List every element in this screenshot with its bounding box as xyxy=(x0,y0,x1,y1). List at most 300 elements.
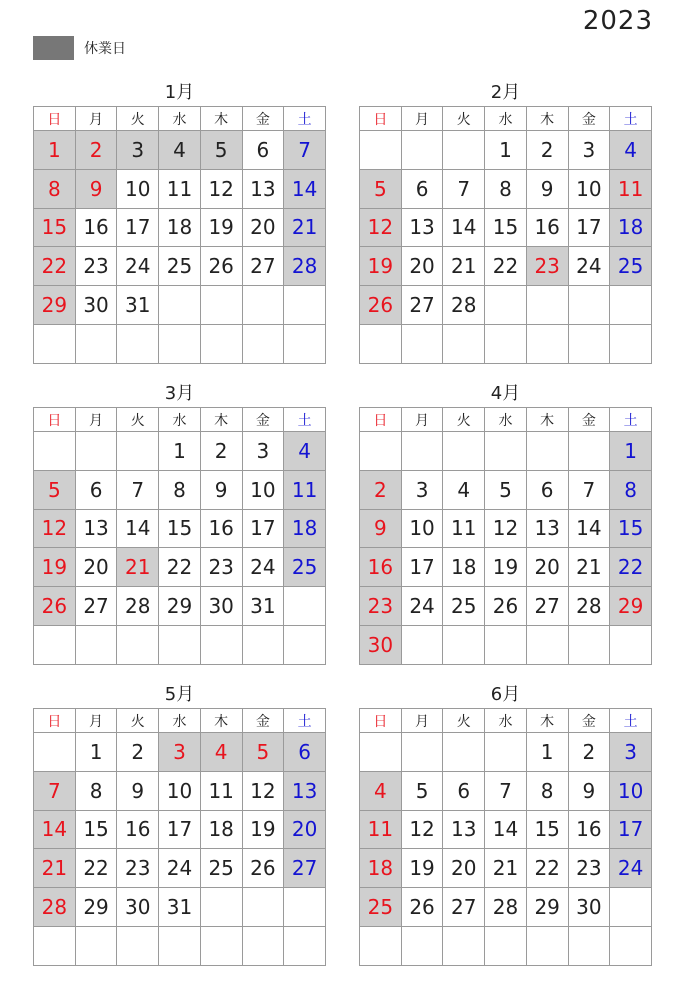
day-cell: 4 xyxy=(284,432,326,471)
weekday-header-row xyxy=(360,408,652,432)
day-cell: 16 xyxy=(117,810,159,849)
day-cell: 22 xyxy=(34,247,76,286)
day-cell: 21 xyxy=(443,247,485,286)
day-cell: 5 xyxy=(34,470,76,509)
day-cell: 24 xyxy=(242,548,284,587)
day-cell: 26 xyxy=(401,888,443,927)
weekday-header: 火 xyxy=(443,408,485,432)
weekday-header: 火 xyxy=(117,107,159,131)
week-row xyxy=(360,849,652,888)
week-row xyxy=(34,247,326,286)
empty-day-cell xyxy=(284,625,326,664)
day-cell: 14 xyxy=(443,208,485,247)
legend-label: 休業日 xyxy=(84,41,126,57)
day-cell: 23 xyxy=(117,849,159,888)
month-calendar xyxy=(359,381,652,665)
day-cell: 17 xyxy=(568,208,610,247)
day-cell: 19 xyxy=(34,548,76,587)
day-cell: 24 xyxy=(401,587,443,626)
day-cell: 22 xyxy=(159,548,201,587)
day-cell: 21 xyxy=(485,849,527,888)
weekday-header: 金 xyxy=(242,107,284,131)
weekday-header: 土 xyxy=(284,408,326,432)
empty-day-cell xyxy=(75,625,117,664)
month-title: 3月 xyxy=(164,383,195,404)
day-cell: 23 xyxy=(568,849,610,888)
day-cell: 15 xyxy=(526,810,568,849)
week-row xyxy=(360,548,652,587)
empty-day-cell xyxy=(75,432,117,471)
weekday-header-row xyxy=(360,709,652,733)
week-row xyxy=(34,810,326,849)
day-cell: 10 xyxy=(610,771,652,810)
empty-day-cell xyxy=(485,733,527,772)
month-grid xyxy=(33,407,326,665)
day-cell: 25 xyxy=(610,247,652,286)
weekday-header-row xyxy=(34,107,326,131)
day-cell: 29 xyxy=(75,888,117,927)
day-cell: 19 xyxy=(200,208,242,247)
empty-day-cell xyxy=(443,432,485,471)
empty-day-cell xyxy=(200,926,242,965)
day-cell: 9 xyxy=(526,169,568,208)
day-cell: 30 xyxy=(360,625,402,664)
day-cell: 12 xyxy=(401,810,443,849)
weekday-header-row xyxy=(360,107,652,131)
empty-day-cell xyxy=(443,625,485,664)
month-calendar xyxy=(33,381,326,665)
day-cell: 12 xyxy=(485,509,527,548)
day-cell: 20 xyxy=(284,810,326,849)
day-cell: 10 xyxy=(568,169,610,208)
day-cell: 21 xyxy=(568,548,610,587)
weekday-header: 水 xyxy=(159,408,201,432)
empty-day-cell xyxy=(401,432,443,471)
day-cell: 11 xyxy=(443,509,485,548)
day-cell: 4 xyxy=(610,131,652,170)
empty-day-cell xyxy=(284,324,326,363)
day-cell: 7 xyxy=(34,771,76,810)
day-cell: 4 xyxy=(443,470,485,509)
day-cell: 13 xyxy=(443,810,485,849)
weekday-header: 木 xyxy=(200,709,242,733)
day-cell: 13 xyxy=(526,509,568,548)
empty-day-cell xyxy=(284,587,326,626)
day-cell: 6 xyxy=(284,733,326,772)
weekday-header: 金 xyxy=(568,107,610,131)
empty-day-cell xyxy=(610,888,652,927)
day-cell: 5 xyxy=(485,470,527,509)
weekday-header: 土 xyxy=(284,709,326,733)
weekday-header: 日 xyxy=(34,709,76,733)
day-cell: 25 xyxy=(284,548,326,587)
day-cell: 18 xyxy=(443,548,485,587)
week-row xyxy=(34,849,326,888)
month-title: 4月 xyxy=(490,383,521,404)
week-row xyxy=(360,771,652,810)
weekday-header: 日 xyxy=(360,709,402,733)
empty-day-cell xyxy=(159,324,201,363)
day-cell: 6 xyxy=(443,771,485,810)
empty-day-cell xyxy=(360,432,402,471)
week-row xyxy=(360,587,652,626)
day-cell: 16 xyxy=(75,208,117,247)
day-cell: 5 xyxy=(360,169,402,208)
day-cell: 29 xyxy=(159,587,201,626)
month-calendar xyxy=(33,80,326,364)
day-cell: 22 xyxy=(485,247,527,286)
day-cell: 14 xyxy=(117,509,159,548)
weekday-header: 木 xyxy=(200,408,242,432)
day-cell: 19 xyxy=(401,849,443,888)
day-cell: 24 xyxy=(610,849,652,888)
day-cell: 22 xyxy=(526,849,568,888)
empty-day-cell xyxy=(242,926,284,965)
weekday-header: 火 xyxy=(443,107,485,131)
day-cell: 20 xyxy=(443,849,485,888)
day-cell: 2 xyxy=(526,131,568,170)
day-cell: 23 xyxy=(360,587,402,626)
day-cell: 6 xyxy=(75,470,117,509)
day-cell: 4 xyxy=(200,733,242,772)
day-cell: 14 xyxy=(284,169,326,208)
month-calendar xyxy=(359,682,652,966)
empty-day-cell xyxy=(284,926,326,965)
empty-day-cell xyxy=(34,432,76,471)
empty-day-cell xyxy=(75,926,117,965)
empty-day-cell xyxy=(485,324,527,363)
day-cell: 8 xyxy=(75,771,117,810)
day-cell: 13 xyxy=(284,771,326,810)
day-cell: 22 xyxy=(610,548,652,587)
day-cell: 11 xyxy=(159,169,201,208)
day-cell: 27 xyxy=(284,849,326,888)
day-cell: 23 xyxy=(200,548,242,587)
day-cell: 29 xyxy=(34,286,76,325)
week-row xyxy=(34,169,326,208)
day-cell: 16 xyxy=(526,208,568,247)
day-cell: 31 xyxy=(117,286,159,325)
day-cell: 13 xyxy=(75,509,117,548)
month-calendar xyxy=(359,80,652,364)
day-cell: 7 xyxy=(443,169,485,208)
day-cell: 2 xyxy=(200,432,242,471)
day-cell: 10 xyxy=(117,169,159,208)
day-cell: 27 xyxy=(401,286,443,325)
weekday-header: 土 xyxy=(610,107,652,131)
day-cell: 18 xyxy=(610,208,652,247)
day-cell: 28 xyxy=(568,587,610,626)
empty-day-cell xyxy=(568,625,610,664)
day-cell: 18 xyxy=(360,849,402,888)
week-row xyxy=(360,247,652,286)
weekday-header: 月 xyxy=(401,709,443,733)
empty-day-cell xyxy=(526,286,568,325)
empty-day-cell xyxy=(75,324,117,363)
day-cell: 28 xyxy=(443,286,485,325)
day-cell: 17 xyxy=(242,509,284,548)
month-title: 2月 xyxy=(490,82,521,103)
day-cell: 23 xyxy=(75,247,117,286)
month-grid xyxy=(359,106,652,364)
weekday-header: 木 xyxy=(526,709,568,733)
week-row xyxy=(34,286,326,325)
week-row xyxy=(360,432,652,471)
empty-day-cell xyxy=(526,324,568,363)
empty-day-cell xyxy=(159,926,201,965)
week-row xyxy=(34,771,326,810)
day-cell: 30 xyxy=(200,587,242,626)
day-cell: 13 xyxy=(401,208,443,247)
empty-day-cell xyxy=(200,625,242,664)
day-cell: 3 xyxy=(117,131,159,170)
day-cell: 27 xyxy=(242,247,284,286)
empty-day-cell xyxy=(242,324,284,363)
day-cell: 8 xyxy=(526,771,568,810)
empty-day-cell xyxy=(200,888,242,927)
day-cell: 30 xyxy=(75,286,117,325)
week-row xyxy=(34,509,326,548)
week-row xyxy=(34,625,326,664)
day-cell: 3 xyxy=(159,733,201,772)
day-cell: 20 xyxy=(526,548,568,587)
day-cell: 28 xyxy=(284,247,326,286)
day-cell: 19 xyxy=(360,247,402,286)
empty-day-cell xyxy=(485,286,527,325)
week-row xyxy=(360,470,652,509)
day-cell: 28 xyxy=(34,888,76,927)
day-cell: 12 xyxy=(360,208,402,247)
weekday-header: 火 xyxy=(443,709,485,733)
empty-day-cell xyxy=(159,625,201,664)
month-title: 1月 xyxy=(164,82,195,103)
weekday-header: 月 xyxy=(75,408,117,432)
day-cell: 3 xyxy=(610,733,652,772)
day-cell: 15 xyxy=(610,509,652,548)
weekday-header: 水 xyxy=(159,709,201,733)
day-cell: 8 xyxy=(159,470,201,509)
weekday-header: 木 xyxy=(526,408,568,432)
day-cell: 3 xyxy=(401,470,443,509)
weekday-header: 日 xyxy=(34,408,76,432)
day-cell: 14 xyxy=(568,509,610,548)
weekday-header: 火 xyxy=(117,408,159,432)
day-cell: 30 xyxy=(117,888,159,927)
empty-day-cell xyxy=(568,324,610,363)
day-cell: 27 xyxy=(526,587,568,626)
day-cell: 3 xyxy=(568,131,610,170)
empty-day-cell xyxy=(401,131,443,170)
month-grid xyxy=(33,106,326,364)
day-cell: 28 xyxy=(117,587,159,626)
weekday-header: 木 xyxy=(526,107,568,131)
weekday-header-row xyxy=(34,709,326,733)
day-cell: 7 xyxy=(568,470,610,509)
week-row xyxy=(360,733,652,772)
week-row xyxy=(34,470,326,509)
day-cell: 29 xyxy=(610,587,652,626)
day-cell: 21 xyxy=(284,208,326,247)
day-cell: 16 xyxy=(200,509,242,548)
day-cell: 1 xyxy=(485,131,527,170)
day-cell: 9 xyxy=(117,771,159,810)
day-cell: 8 xyxy=(610,470,652,509)
weekday-header: 日 xyxy=(360,107,402,131)
day-cell: 2 xyxy=(360,470,402,509)
weekday-header: 日 xyxy=(34,107,76,131)
day-cell: 21 xyxy=(117,548,159,587)
week-row xyxy=(360,888,652,927)
empty-day-cell xyxy=(568,926,610,965)
weekday-header-row xyxy=(34,408,326,432)
weekday-header: 土 xyxy=(610,709,652,733)
day-cell: 7 xyxy=(485,771,527,810)
week-row xyxy=(360,131,652,170)
day-cell: 18 xyxy=(159,208,201,247)
empty-day-cell xyxy=(242,286,284,325)
day-cell: 15 xyxy=(34,208,76,247)
day-cell: 20 xyxy=(75,548,117,587)
year-label: 2023 xyxy=(582,6,653,36)
empty-day-cell xyxy=(485,625,527,664)
day-cell: 26 xyxy=(34,587,76,626)
weekday-header: 金 xyxy=(568,408,610,432)
day-cell: 5 xyxy=(200,131,242,170)
day-cell: 12 xyxy=(34,509,76,548)
month-grid xyxy=(359,407,652,665)
empty-day-cell xyxy=(360,733,402,772)
day-cell: 18 xyxy=(284,509,326,548)
day-cell: 10 xyxy=(401,509,443,548)
day-cell: 2 xyxy=(75,131,117,170)
week-row xyxy=(360,926,652,965)
empty-day-cell xyxy=(443,733,485,772)
day-cell: 13 xyxy=(242,169,284,208)
month-calendar xyxy=(33,682,326,966)
day-cell: 25 xyxy=(360,888,402,927)
day-cell: 3 xyxy=(242,432,284,471)
day-cell: 19 xyxy=(242,810,284,849)
day-cell: 11 xyxy=(200,771,242,810)
week-row xyxy=(360,625,652,664)
day-cell: 7 xyxy=(284,131,326,170)
empty-day-cell xyxy=(401,324,443,363)
day-cell: 6 xyxy=(242,131,284,170)
day-cell: 23 xyxy=(526,247,568,286)
week-row xyxy=(34,888,326,927)
empty-day-cell xyxy=(284,286,326,325)
empty-day-cell xyxy=(360,131,402,170)
day-cell: 20 xyxy=(242,208,284,247)
day-cell: 7 xyxy=(117,470,159,509)
empty-day-cell xyxy=(401,733,443,772)
empty-day-cell xyxy=(34,324,76,363)
day-cell: 21 xyxy=(34,849,76,888)
day-cell: 16 xyxy=(360,548,402,587)
weekday-header: 月 xyxy=(75,709,117,733)
weekday-header: 金 xyxy=(242,709,284,733)
weekday-header: 月 xyxy=(401,107,443,131)
day-cell: 6 xyxy=(401,169,443,208)
day-cell: 25 xyxy=(443,587,485,626)
day-cell: 31 xyxy=(159,888,201,927)
weekday-header: 水 xyxy=(485,709,527,733)
weekday-header: 土 xyxy=(284,107,326,131)
week-row xyxy=(360,509,652,548)
weekday-header: 日 xyxy=(360,408,402,432)
empty-day-cell xyxy=(200,324,242,363)
weekday-header: 水 xyxy=(159,107,201,131)
day-cell: 5 xyxy=(401,771,443,810)
day-cell: 15 xyxy=(75,810,117,849)
day-cell: 24 xyxy=(159,849,201,888)
day-cell: 15 xyxy=(159,509,201,548)
empty-day-cell xyxy=(117,625,159,664)
empty-day-cell xyxy=(242,888,284,927)
weekday-header: 木 xyxy=(200,107,242,131)
empty-day-cell xyxy=(526,432,568,471)
day-cell: 17 xyxy=(401,548,443,587)
empty-day-cell xyxy=(34,733,76,772)
empty-day-cell xyxy=(610,286,652,325)
day-cell: 29 xyxy=(526,888,568,927)
day-cell: 11 xyxy=(610,169,652,208)
day-cell: 17 xyxy=(610,810,652,849)
weekday-header: 水 xyxy=(485,408,527,432)
day-cell: 18 xyxy=(200,810,242,849)
weekday-header: 金 xyxy=(568,709,610,733)
month-title: 6月 xyxy=(490,684,521,705)
week-row xyxy=(34,208,326,247)
day-cell: 1 xyxy=(159,432,201,471)
day-cell: 14 xyxy=(34,810,76,849)
week-row xyxy=(34,131,326,170)
weekday-header: 月 xyxy=(75,107,117,131)
day-cell: 9 xyxy=(75,169,117,208)
empty-day-cell xyxy=(117,324,159,363)
week-row xyxy=(360,286,652,325)
day-cell: 1 xyxy=(526,733,568,772)
empty-day-cell xyxy=(360,926,402,965)
day-cell: 28 xyxy=(485,888,527,927)
day-cell: 20 xyxy=(401,247,443,286)
empty-day-cell xyxy=(117,432,159,471)
day-cell: 10 xyxy=(242,470,284,509)
weekday-header: 月 xyxy=(401,408,443,432)
day-cell: 5 xyxy=(242,733,284,772)
day-cell: 19 xyxy=(485,548,527,587)
day-cell: 26 xyxy=(360,286,402,325)
week-row xyxy=(360,324,652,363)
empty-day-cell xyxy=(610,926,652,965)
empty-day-cell xyxy=(159,286,201,325)
day-cell: 10 xyxy=(159,771,201,810)
day-cell: 25 xyxy=(200,849,242,888)
empty-day-cell xyxy=(34,625,76,664)
day-cell: 12 xyxy=(242,771,284,810)
day-cell: 24 xyxy=(117,247,159,286)
empty-day-cell xyxy=(485,432,527,471)
empty-day-cell xyxy=(610,324,652,363)
day-cell: 26 xyxy=(242,849,284,888)
weekday-header: 火 xyxy=(117,709,159,733)
weekday-header: 金 xyxy=(242,408,284,432)
day-cell: 11 xyxy=(284,470,326,509)
day-cell: 2 xyxy=(568,733,610,772)
week-row xyxy=(360,810,652,849)
day-cell: 17 xyxy=(159,810,201,849)
day-cell: 8 xyxy=(34,169,76,208)
